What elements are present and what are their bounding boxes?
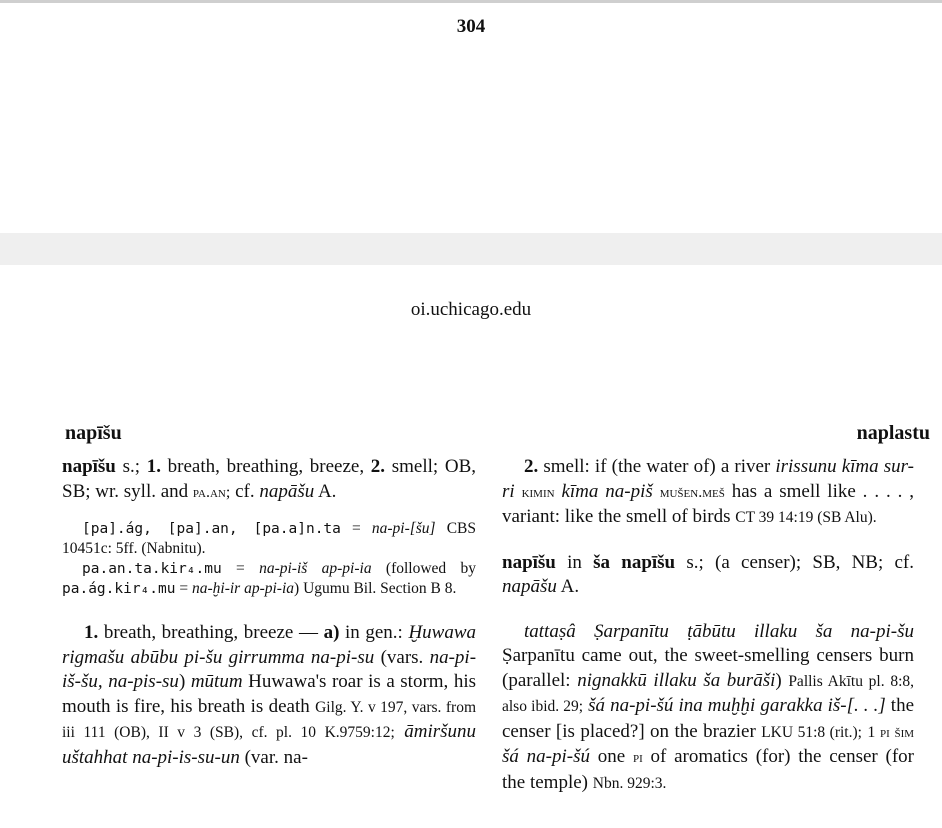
page-separator-band — [0, 233, 942, 265]
entry-2-definition: napīšu in ša napīšu s.; (a censer); SB, NB; cf. napāšu A. — [502, 551, 915, 597]
right-column — [502, 455, 914, 796]
sense-1-paragraph: 1. breath, breathing, breeze — a) in gen.: Ḫuwawa rigmašu abūbu pi-šu girrumma na-pi-su (vars. na-pi-iš-šu, na-pis-su) mūtum Huwawa's roar is a storm, his mouth is fire, his breath is death Gilg. Y. v 197, vars. from iii 111 (OB), II v 3 (SB), cf. pl. 10 K.9759:12; āmiršunu uštahhat na-pi-is-su-un (var. na- — [62, 622, 477, 768]
running-header-left: napīšu — [65, 422, 122, 444]
source-url: oi.uchicago.edu — [410, 299, 532, 320]
entry-definition: napīšu s.; 1. breath, breathing, breeze, 2. smell; OB, SB; wr. syll. and pa.an; cf. napāšu A. — [62, 456, 477, 502]
left-column — [62, 455, 476, 770]
censer-examples: tattaṣâ Ṣarpanītu ṭābūtu illaku ša na-pi-šu Ṣarpanītu came out, the sweet-smelling censers burn (parallel: nignakkū illaku ša burāši) Pallis Akītu pl. 8:8, also ibid. 29; šá na-pi-šú ina muḫḫi garakka iš-[. . .] the censer [is placed?] on the brazier LKU 51:8 (rit.); 1 pi šim šá na-pi-šú one pi of aromatics (for) the censer (for the temple) Nbn. 929:3. — [502, 620, 915, 793]
running-header-right: naplastu — [856, 422, 930, 444]
sense-2-paragraph: 2. smell: if (the water of) a river irissunu kīma sur-ri kimin kīma na-piš mušen.meš has a smell like . . . . , variant: like the smell of birds CT 39 14:19 (SB Alu). — [502, 456, 914, 527]
lexical-section-1: [pa].ág, [pa].an, [pa.a]n.ta = na-pi-[šu] CBS 10451c: 5ff. (Nabnitu). — [62, 520, 477, 557]
top-border — [0, 0, 942, 3]
page-number: 304 — [456, 16, 486, 37]
headword-2: napīšu — [502, 551, 556, 573]
headword: napīšu — [62, 456, 116, 477]
lexical-section-2: pa.an.ta.kir₄.mu = na-pi-iš ap-pi-ia (followed by pa.ág.kir₄.mu = na-ḫi-ir ap-pi-ia) Ugumu Bil. Section B 8. — [62, 560, 476, 597]
